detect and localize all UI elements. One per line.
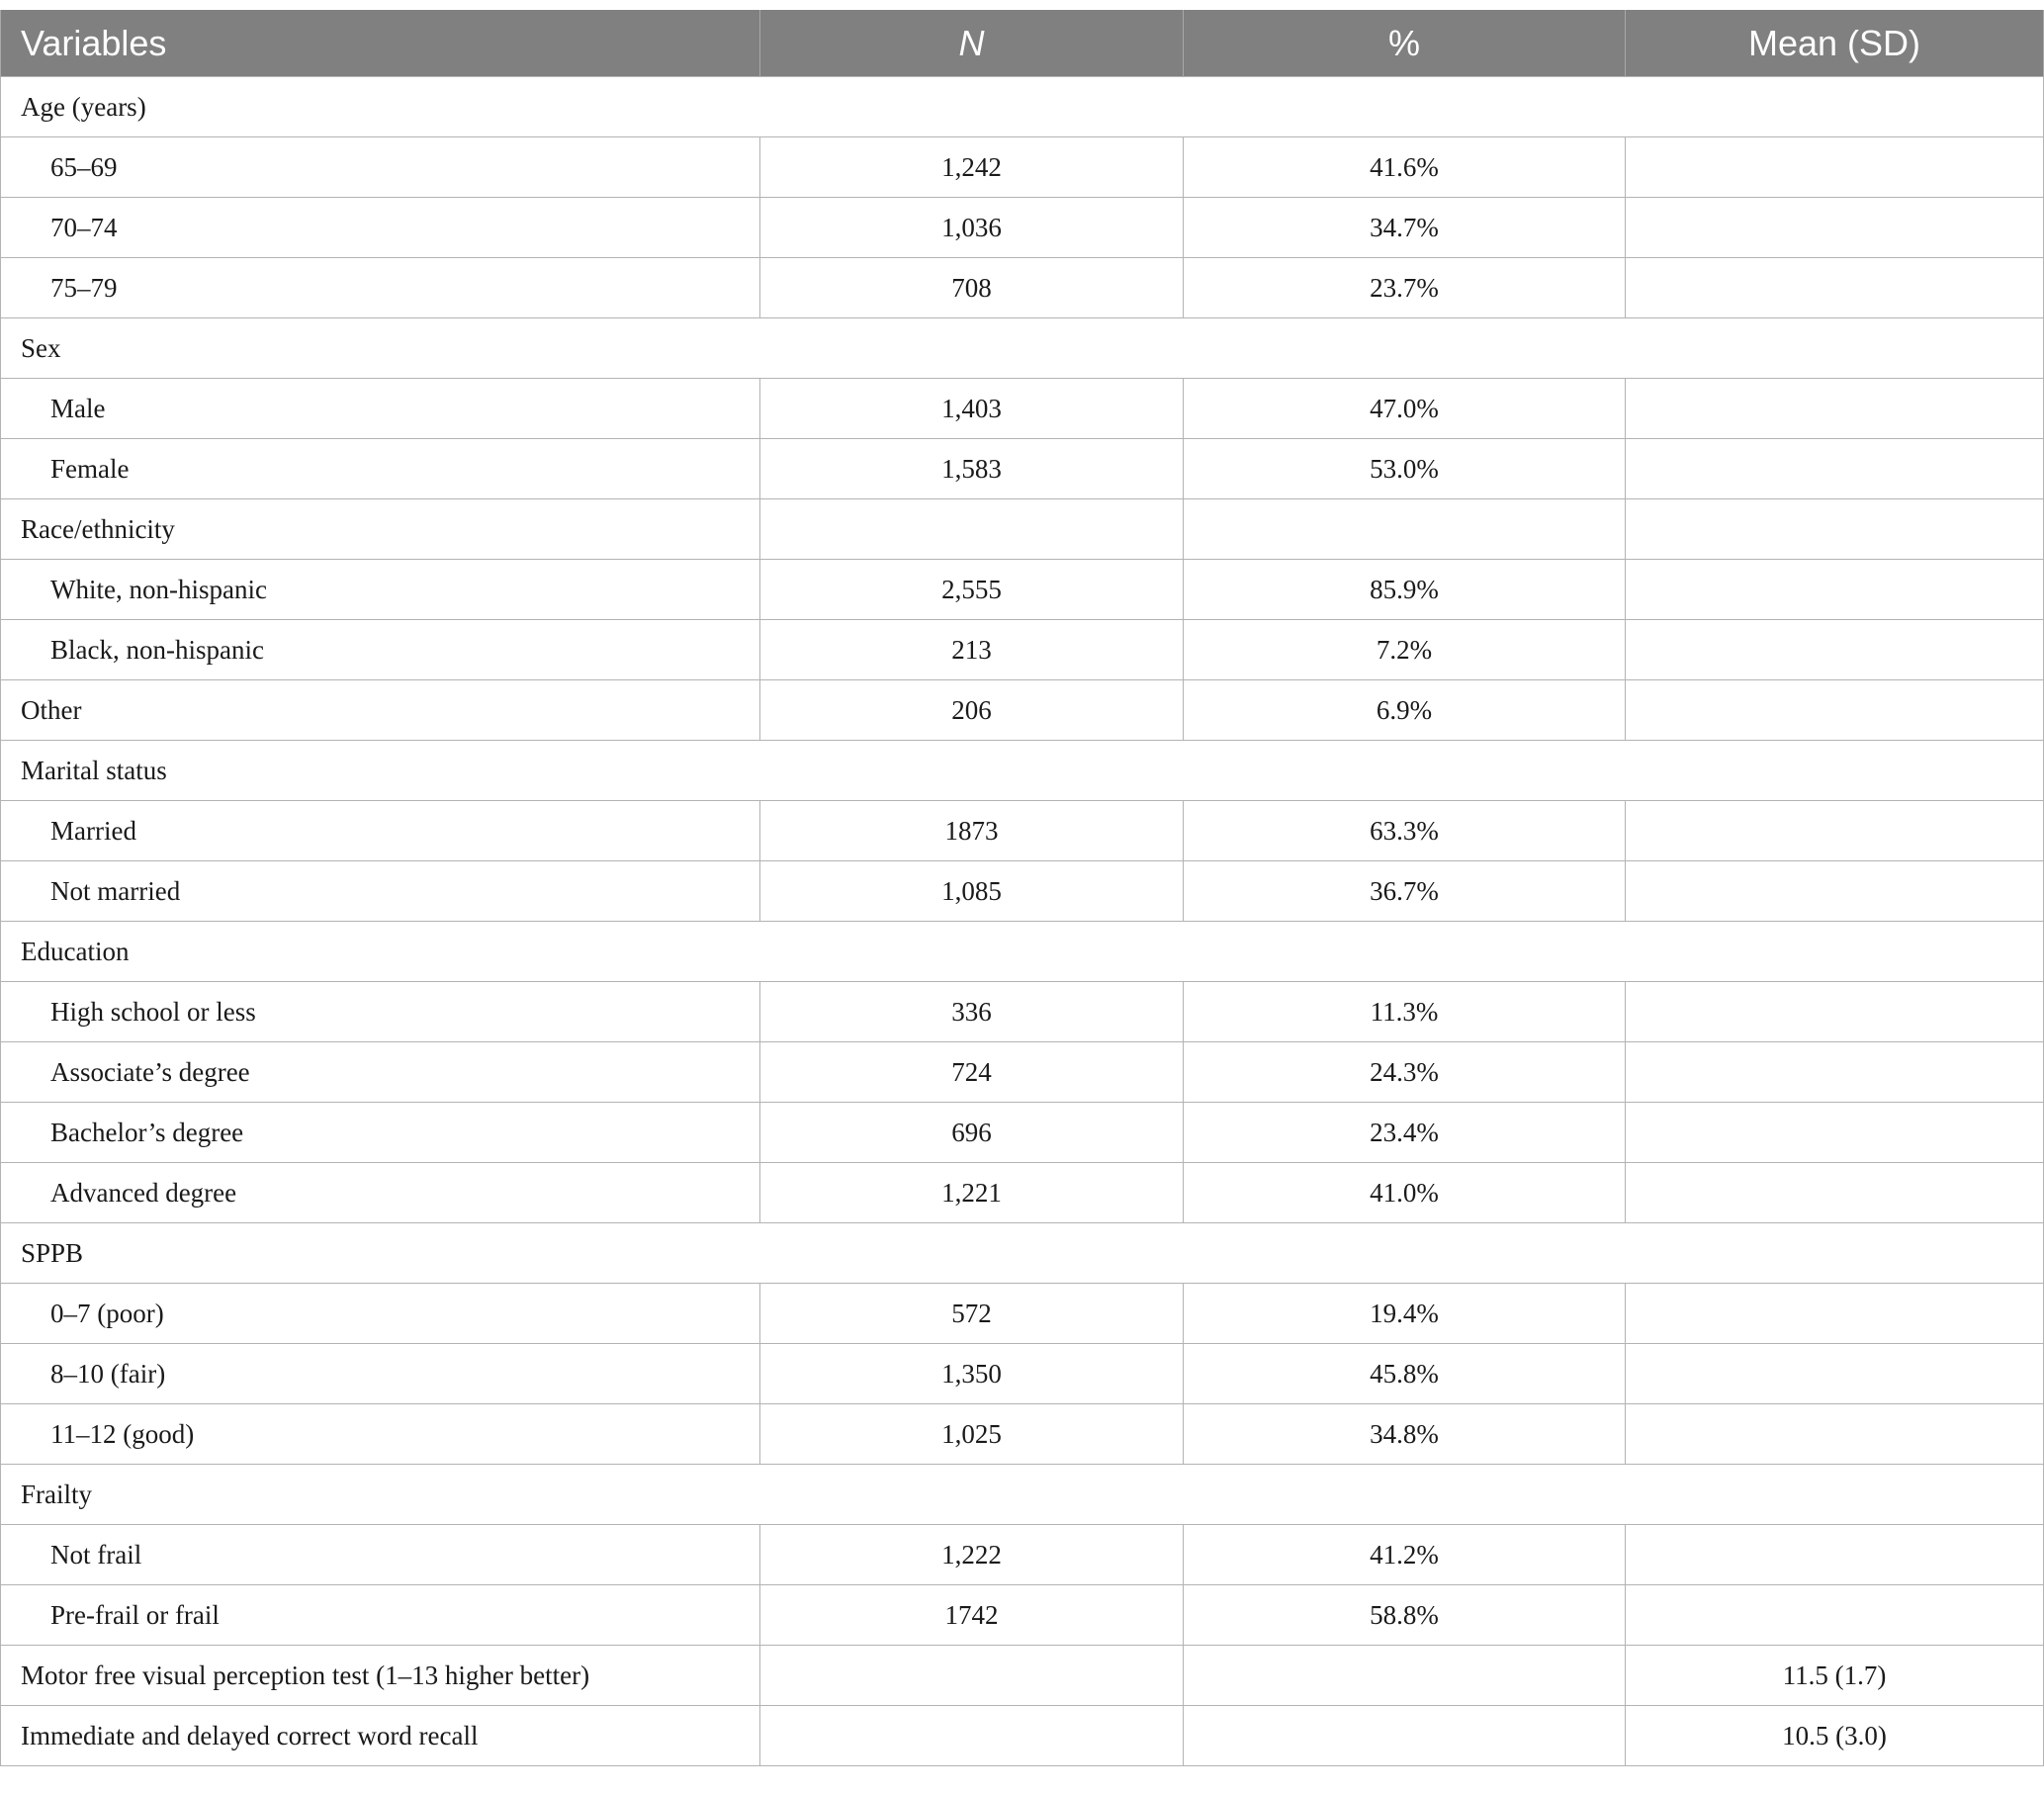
table-header	[1, 10, 2044, 77]
row-label: High school or less	[1, 982, 760, 1042]
cell-n: 708	[760, 258, 1184, 318]
cell-percent: 36.7%	[1184, 861, 1626, 922]
cell-n: 696	[760, 1103, 1184, 1163]
table-row	[1, 1404, 2044, 1465]
row-label: Female	[1, 439, 760, 499]
cell-percent: 58.8%	[1184, 1585, 1626, 1646]
cell-percent: 53.0%	[1184, 439, 1626, 499]
table-row	[1, 1344, 2044, 1404]
row-label: Not frail	[1, 1525, 760, 1585]
row-label: Race/ethnicity	[1, 499, 760, 560]
header-row	[1, 10, 2044, 77]
row-label: 65–69	[1, 137, 760, 198]
row-label: Married	[1, 801, 760, 861]
table-row	[1, 1163, 2044, 1223]
cell-mean-sd	[1626, 258, 2044, 318]
cell-mean-sd	[1626, 620, 2044, 680]
cell-mean-sd	[1626, 1284, 2044, 1344]
header-mean-sd: Mean (SD)	[1626, 10, 2044, 77]
cell-mean-sd	[1626, 1042, 2044, 1103]
cell-percent: 41.0%	[1184, 1163, 1626, 1223]
row-label: Black, non-hispanic	[1, 620, 760, 680]
cell-percent: 23.4%	[1184, 1103, 1626, 1163]
cell-mean-sd	[1626, 1344, 2044, 1404]
cell-mean-sd	[1626, 680, 2044, 741]
table-row	[1, 1706, 2044, 1766]
cell-mean-sd: 11.5 (1.7)	[1626, 1646, 2044, 1706]
cell-n	[760, 499, 1184, 560]
table-row	[1, 499, 2044, 560]
cell-mean-sd	[1626, 560, 2044, 620]
section-label: SPPB	[1, 1223, 2044, 1284]
section-label: Marital status	[1, 741, 2044, 801]
cell-mean-sd	[1626, 439, 2044, 499]
table-row	[1, 258, 2044, 318]
cell-n: 1,036	[760, 198, 1184, 258]
cell-mean-sd: 10.5 (3.0)	[1626, 1706, 2044, 1766]
cell-mean-sd	[1626, 379, 2044, 439]
cell-mean-sd	[1626, 1103, 2044, 1163]
cell-n: 1,583	[760, 439, 1184, 499]
section-row	[1, 77, 2044, 137]
table-container	[0, 10, 2043, 1766]
cell-n: 1742	[760, 1585, 1184, 1646]
cell-n: 213	[760, 620, 1184, 680]
cell-percent: 41.6%	[1184, 137, 1626, 198]
cell-percent: 45.8%	[1184, 1344, 1626, 1404]
row-label: Associate’s degree	[1, 1042, 760, 1103]
table-row	[1, 1646, 2044, 1706]
section-label: Age (years)	[1, 77, 2044, 137]
row-label: 11–12 (good)	[1, 1404, 760, 1465]
cell-n	[760, 1646, 1184, 1706]
characteristics-table	[0, 10, 2044, 1766]
cell-mean-sd	[1626, 499, 2044, 560]
cell-mean-sd	[1626, 137, 2044, 198]
cell-n: 1,221	[760, 1163, 1184, 1223]
cell-n: 1,222	[760, 1525, 1184, 1585]
header-variables: Variables	[1, 10, 760, 77]
cell-n	[760, 1706, 1184, 1766]
table-row	[1, 439, 2044, 499]
section-label: Education	[1, 922, 2044, 982]
cell-percent: 63.3%	[1184, 801, 1626, 861]
cell-mean-sd	[1626, 1585, 2044, 1646]
cell-n: 572	[760, 1284, 1184, 1344]
table-body	[1, 77, 2044, 1766]
row-label: 75–79	[1, 258, 760, 318]
cell-percent	[1184, 499, 1626, 560]
table-row	[1, 620, 2044, 680]
header-n: N	[760, 10, 1184, 77]
cell-n: 1,403	[760, 379, 1184, 439]
table-row	[1, 1284, 2044, 1344]
cell-percent: 34.8%	[1184, 1404, 1626, 1465]
section-row	[1, 741, 2044, 801]
header-percent: %	[1184, 10, 1626, 77]
section-label: Sex	[1, 318, 2044, 379]
cell-n: 206	[760, 680, 1184, 741]
cell-percent: 23.7%	[1184, 258, 1626, 318]
cell-percent: 47.0%	[1184, 379, 1626, 439]
cell-percent: 19.4%	[1184, 1284, 1626, 1344]
cell-percent: 24.3%	[1184, 1042, 1626, 1103]
table-row	[1, 198, 2044, 258]
cell-n: 336	[760, 982, 1184, 1042]
cell-n: 1873	[760, 801, 1184, 861]
table-row	[1, 560, 2044, 620]
table-row	[1, 1042, 2044, 1103]
cell-mean-sd	[1626, 1525, 2044, 1585]
section-row	[1, 1223, 2044, 1284]
cell-n: 1,025	[760, 1404, 1184, 1465]
row-label: White, non-hispanic	[1, 560, 760, 620]
cell-n: 1,242	[760, 137, 1184, 198]
row-label: Immediate and delayed correct word recall	[1, 1706, 760, 1766]
table-row	[1, 1525, 2044, 1585]
cell-percent: 7.2%	[1184, 620, 1626, 680]
section-row	[1, 318, 2044, 379]
cell-mean-sd	[1626, 982, 2044, 1042]
cell-percent	[1184, 1706, 1626, 1766]
cell-n: 1,085	[760, 861, 1184, 922]
row-label: Not married	[1, 861, 760, 922]
row-label: Advanced degree	[1, 1163, 760, 1223]
row-label: Pre-frail or frail	[1, 1585, 760, 1646]
cell-n: 724	[760, 1042, 1184, 1103]
table-row	[1, 379, 2044, 439]
cell-percent: 85.9%	[1184, 560, 1626, 620]
cell-percent	[1184, 1646, 1626, 1706]
cell-mean-sd	[1626, 1163, 2044, 1223]
section-row	[1, 1465, 2044, 1525]
cell-mean-sd	[1626, 1404, 2044, 1465]
cell-n: 2,555	[760, 560, 1184, 620]
cell-percent: 11.3%	[1184, 982, 1626, 1042]
table-row	[1, 1585, 2044, 1646]
table-row	[1, 861, 2044, 922]
row-label: Bachelor’s degree	[1, 1103, 760, 1163]
row-label: 8–10 (fair)	[1, 1344, 760, 1404]
cell-percent: 41.2%	[1184, 1525, 1626, 1585]
cell-percent: 34.7%	[1184, 198, 1626, 258]
cell-mean-sd	[1626, 801, 2044, 861]
row-label: 0–7 (poor)	[1, 1284, 760, 1344]
cell-percent: 6.9%	[1184, 680, 1626, 741]
row-label: 70–74	[1, 198, 760, 258]
table-row	[1, 680, 2044, 741]
table-row	[1, 982, 2044, 1042]
table-row	[1, 801, 2044, 861]
row-label: Male	[1, 379, 760, 439]
section-row	[1, 922, 2044, 982]
cell-mean-sd	[1626, 198, 2044, 258]
cell-n: 1,350	[760, 1344, 1184, 1404]
cell-mean-sd	[1626, 861, 2044, 922]
table-row	[1, 137, 2044, 198]
row-label: Other	[1, 680, 760, 741]
row-label: Motor free visual perception test (1–13 higher better)	[1, 1646, 760, 1706]
section-label: Frailty	[1, 1465, 2044, 1525]
table-row	[1, 1103, 2044, 1163]
